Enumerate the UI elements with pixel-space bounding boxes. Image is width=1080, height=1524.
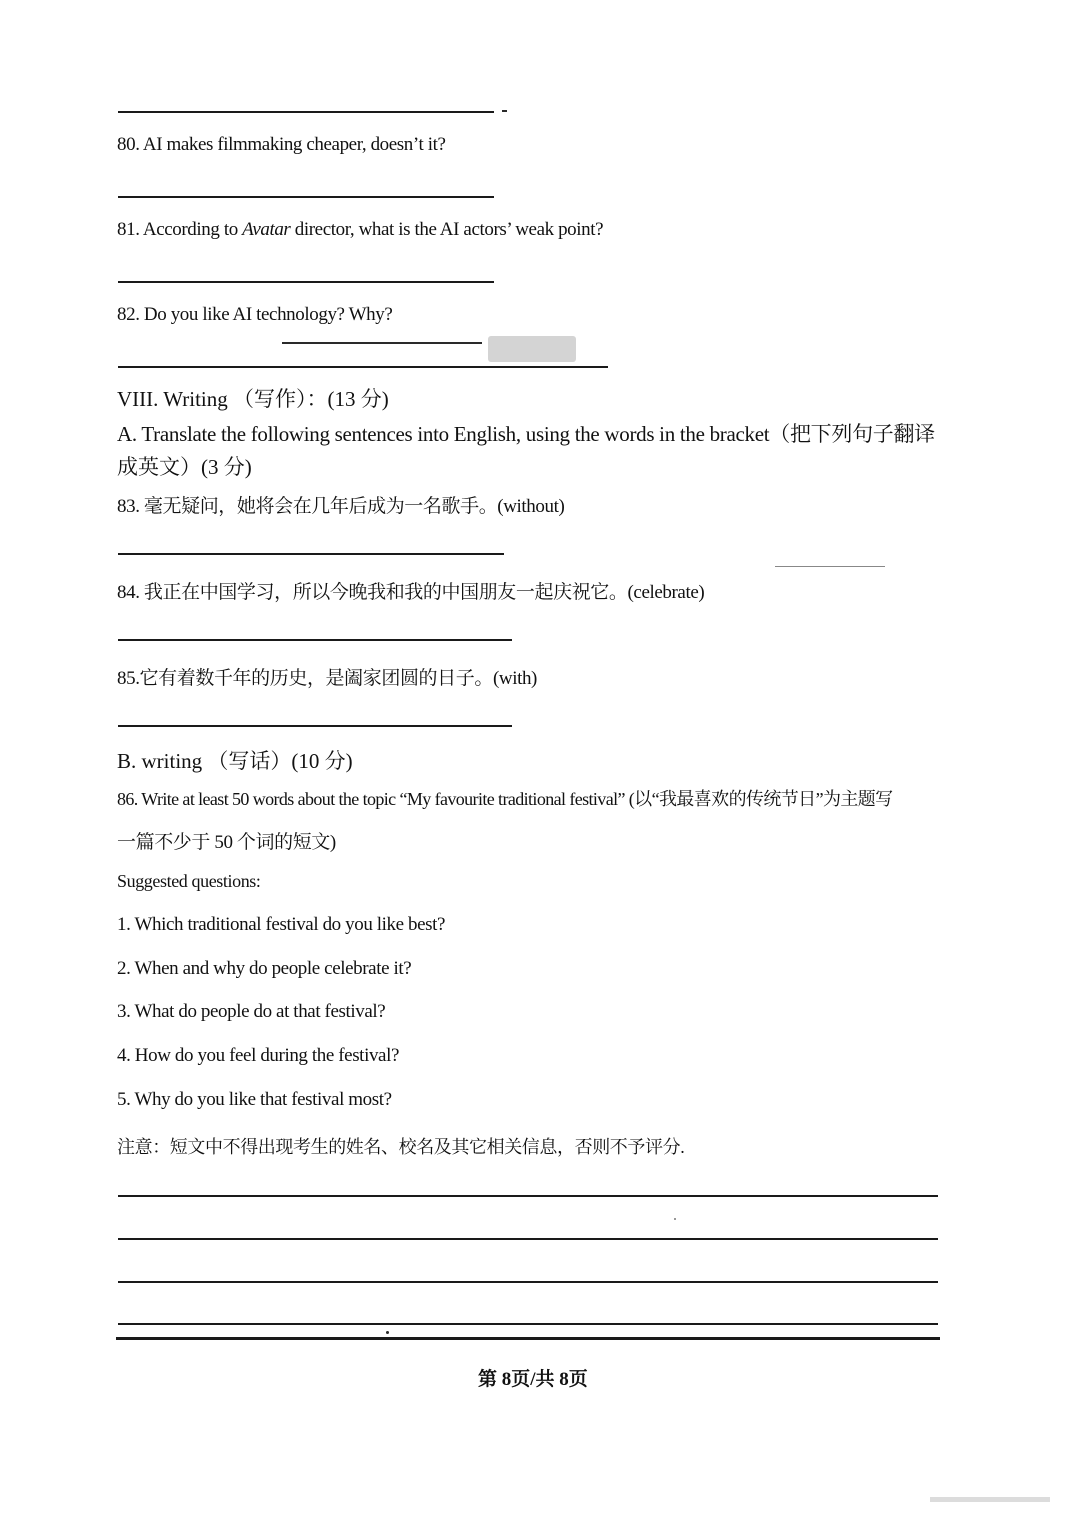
erased-smudge [488,336,576,362]
question-82 [117,304,392,326]
question-text-end: director, what is the AI actors’ weak point? [290,219,604,240]
question-number: 81. [117,219,140,240]
question-84: 84. 我正在中国学习，所以今晚我和我的中国朋友一起庆祝它。(celebrate) [117,582,705,603]
suggested-question: 3. What do people do at that festival? [117,1001,386,1022]
section-title: VIII. Writing （写作）：(13 分) [117,387,389,411]
question-86-cont: 一篇不少于 50 个词的短文) [117,832,336,853]
answer-line-81 [118,281,494,283]
answer-line-79 [118,111,494,113]
suggested-question: 4. How do you feel during the festival? [117,1045,399,1066]
scan-dot [674,1218,676,1220]
suggested-questions-label: Suggested questions: [117,871,261,891]
answer-line-80 [118,196,494,198]
film-title: Avatar [242,219,291,240]
answer-line-82 [118,366,608,368]
part-b-title: B. writing （写话）(10 分) [117,749,353,773]
question-number: 80. [117,134,140,155]
answer-line-83 [118,553,504,555]
question-number: 82. [117,304,140,325]
writing-line-bottom [116,1337,940,1340]
page-number: 第 8页/共 8页 [478,1369,588,1390]
part-a-instruction: A. Translate the following sentences into English, using the words in the bracket（把下列句子翻译 [117,422,935,446]
scan-mark [282,342,482,344]
scan-mark [775,566,885,567]
question-81 [117,219,603,241]
answer-line-85 [118,725,512,727]
corner-smudge [930,1497,1050,1502]
question-85: 85.它有着数千年的历史，是阖家团圆的日子。(with) [117,668,537,689]
scan-dot [386,1331,389,1334]
writing-line [118,1323,938,1325]
scan-mark [502,110,507,112]
answer-line-84 [118,639,512,641]
writing-line [118,1281,938,1283]
part-a-instruction-cont: 成英文）(3 分) [117,455,252,479]
question-80 [117,134,446,156]
writing-line [118,1195,938,1197]
suggested-question: 2. When and why do people celebrate it? [117,958,412,979]
question-83: 83. 毫无疑问，她将会在几年后成为一名歌手。(without) [117,496,565,517]
question-text: Do you like AI technology? Why? [143,304,393,325]
suggested-question: 1. Which traditional festival do you like best? [117,914,446,935]
question-text: AI makes filmmaking cheaper, doesn’t it? [142,134,446,155]
writing-line [118,1238,938,1240]
suggested-question: 5. Why do you like that festival most? [117,1089,392,1110]
question-text-start: According to [142,219,243,240]
note: 注意：短文中不得出现考生的姓名、校名及其它相关信息，否则不予评分. [117,1137,685,1157]
question-86: 86. Write at least 50 words about the topic “My favourite traditional festival” (以“我最喜欢的传统节日”为主题写 [117,789,893,809]
